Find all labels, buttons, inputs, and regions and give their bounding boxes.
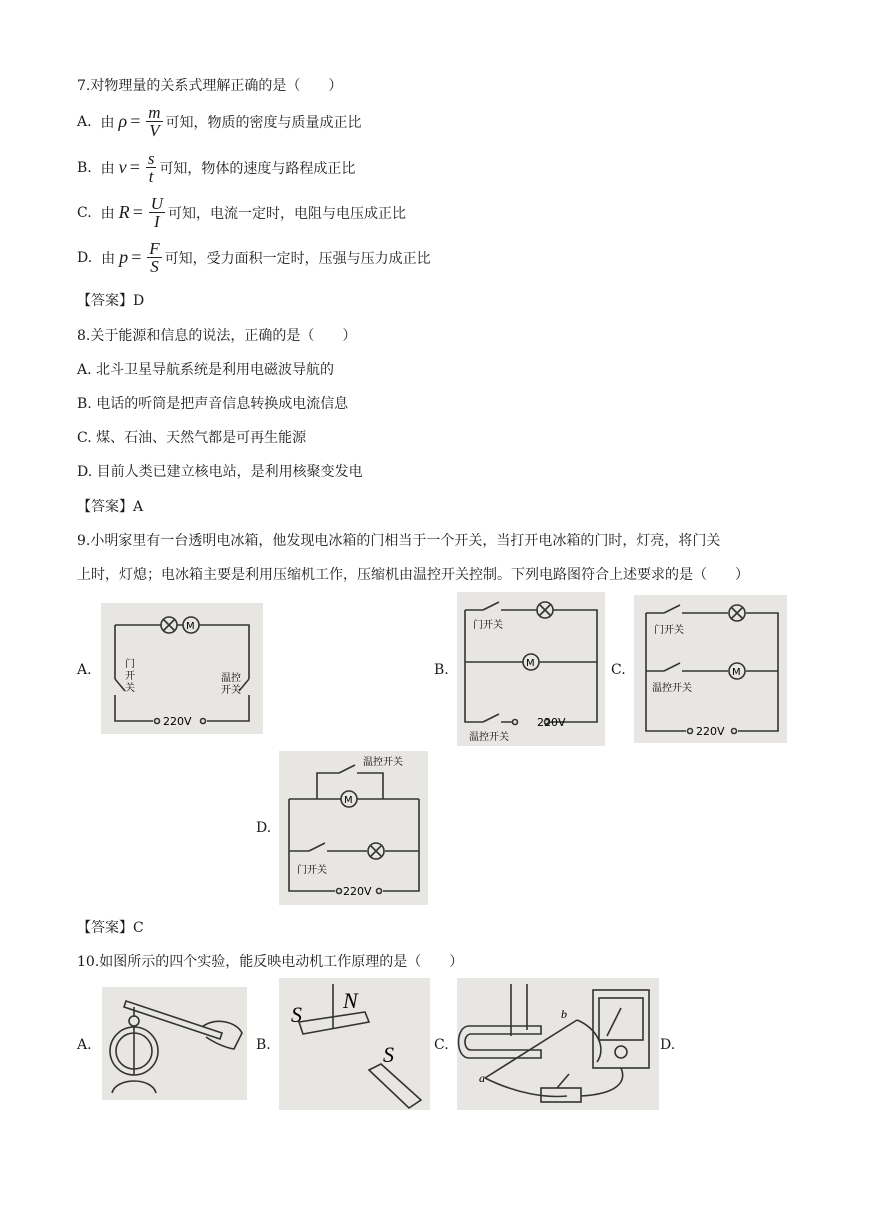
door-switch-label: 关: [125, 683, 135, 694]
temp-switch-label: 温控开关: [469, 732, 509, 743]
door-switch-label: 门开关: [297, 865, 327, 876]
formula-fraction: $\frac{s}{t}$: [147, 149, 155, 186]
voltage-label: 220V: [696, 725, 725, 738]
q9-circuit-a[interactable]: [101, 603, 263, 734]
door-switch-label: 门: [125, 659, 135, 670]
wire-end-label-b: b: [561, 1007, 567, 1021]
q7-option-pre: 由: [101, 250, 116, 267]
q7-answer: 【答案】D: [77, 293, 145, 309]
q8-option-a[interactable]: A. 北斗卫星导航系统是利用电磁波导航的: [77, 362, 335, 378]
temp-switch-label: 温控: [221, 673, 241, 684]
q10-option-c-label[interactable]: C.: [434, 1037, 449, 1053]
q7-option-pre: 由: [100, 114, 115, 131]
formula-lhs: ρ: [118, 111, 128, 131]
temp-switch-label: 开关: [221, 685, 241, 696]
q7-option-d[interactable]: D. 由 p = $\frac{F}{S}$ 可知，受力面积一定时，压强与压力成正比: [77, 239, 431, 276]
q7-option-c[interactable]: C. 由 R = $\frac{U}{I}$ 可知，电流一定时，电阻与电压成正比: [77, 194, 407, 231]
q10-option-a-label[interactable]: A.: [77, 1037, 92, 1053]
q7-option-label: A.: [77, 113, 92, 130]
q9-circuit-c[interactable]: [634, 595, 787, 743]
q8-option-b[interactable]: B. 电话的听筒是把声音信息转换成电流信息: [77, 396, 349, 412]
q9-stem-line2: 上时，灯熄；电冰箱主要是利用压缩机工作，压缩机由温控开关控制。下列电路图符合上述要求的是（ ）: [77, 567, 749, 583]
formula-fraction: $\frac{m}{V}$: [148, 103, 161, 140]
q7-option-text: 可知，物体的速度与路程成正比: [159, 160, 356, 177]
q7-option-text: 可知，物质的密度与质量成正比: [165, 114, 362, 131]
q7-stem: 7.对物理量的关系式理解正确的是（ ）: [77, 78, 343, 94]
q8-answer: 【答案】A: [77, 499, 144, 515]
voltage-label: 220V: [537, 716, 566, 729]
q7-option-label: D.: [77, 249, 93, 266]
pole-label-n: N: [343, 988, 358, 1013]
voltage-label: 220V: [343, 885, 372, 898]
temp-switch-label: 温控开关: [363, 757, 403, 768]
motor-label: M: [526, 658, 535, 669]
formula-lhs: R: [118, 202, 130, 222]
q9-option-b-label[interactable]: B.: [434, 662, 449, 678]
circuit-b-svg: [457, 592, 605, 746]
temp-switch-label: 温控开关: [652, 683, 692, 694]
wire-end-label-a: a: [479, 1071, 485, 1085]
circuit-a-svg: [101, 603, 263, 734]
door-switch-label: 开: [125, 671, 135, 682]
q9-option-a-label[interactable]: A.: [77, 662, 92, 678]
experiment-a-svg: [102, 987, 247, 1100]
q9-option-c-label[interactable]: C.: [611, 662, 626, 678]
q7-option-a[interactable]: A. 由 ρ = $\frac{m}{V}$ 可知，物质的密度与质量成正比: [77, 103, 362, 140]
q9-circuit-d[interactable]: [279, 751, 428, 905]
formula-lhs: p: [119, 247, 129, 267]
formula-fraction: $\frac{F}{S}$: [149, 239, 160, 276]
door-switch-label: 门开关: [654, 625, 684, 636]
motor-label: M: [186, 621, 195, 632]
pole-label-s: S: [291, 1002, 302, 1027]
q9-answer: 【答案】C: [77, 920, 144, 936]
formula-lhs: v: [118, 157, 127, 177]
q7-option-b[interactable]: B. 由 v = $\frac{s}{t}$ 可知，物体的速度与路程成正比: [77, 149, 356, 186]
formula-fraction: $\frac{U}{I}$: [150, 194, 164, 231]
q10-figure-a[interactable]: [102, 987, 247, 1100]
q9-stem-line1: 9.小明家里有一台透明电冰箱，他发现电冰箱的门相当于一个开关，当打开电冰箱的门时，灯亮，将门关: [77, 533, 721, 549]
q7-option-label: B.: [77, 159, 92, 176]
q10-option-d-label[interactable]: D.: [660, 1037, 676, 1053]
q8-option-d[interactable]: D. 目前人类已建立核电站，是利用核聚变发电: [77, 464, 363, 480]
motor-label: M: [732, 667, 741, 678]
q7-option-pre: 由: [100, 205, 115, 222]
q10-stem: 10.如图所示的四个实验，能反映电动机工作原理的是（ ）: [77, 954, 464, 970]
q10-figure-b[interactable]: [279, 978, 430, 1110]
q8-option-c[interactable]: C. 煤、石油、天然气都是可再生能源: [77, 430, 307, 446]
q10-option-b-label[interactable]: B.: [256, 1037, 271, 1053]
q7-option-text: 可知，受力面积一定时，压强与压力成正比: [164, 250, 431, 267]
q7-option-pre: 由: [100, 160, 115, 177]
q9-circuit-b[interactable]: [457, 592, 605, 746]
q7-option-label: C.: [77, 204, 92, 221]
circuit-c-svg: [634, 595, 787, 743]
q8-stem: 8.关于能源和信息的说法，正确的是（ ）: [77, 328, 357, 344]
q9-option-d-label[interactable]: D.: [256, 820, 272, 836]
door-switch-label: 门开关: [473, 620, 503, 631]
voltage-label: 220V: [163, 715, 192, 728]
experiment-b-svg: [279, 978, 430, 1110]
q7-option-text: 可知，电流一定时，电阻与电压成正比: [168, 205, 407, 222]
motor-label: M: [344, 795, 353, 806]
pole-label-s: S: [383, 1042, 394, 1067]
circuit-d-svg: [279, 751, 428, 905]
experiment-c-svg: [457, 978, 659, 1110]
q10-figure-c[interactable]: [457, 978, 659, 1110]
